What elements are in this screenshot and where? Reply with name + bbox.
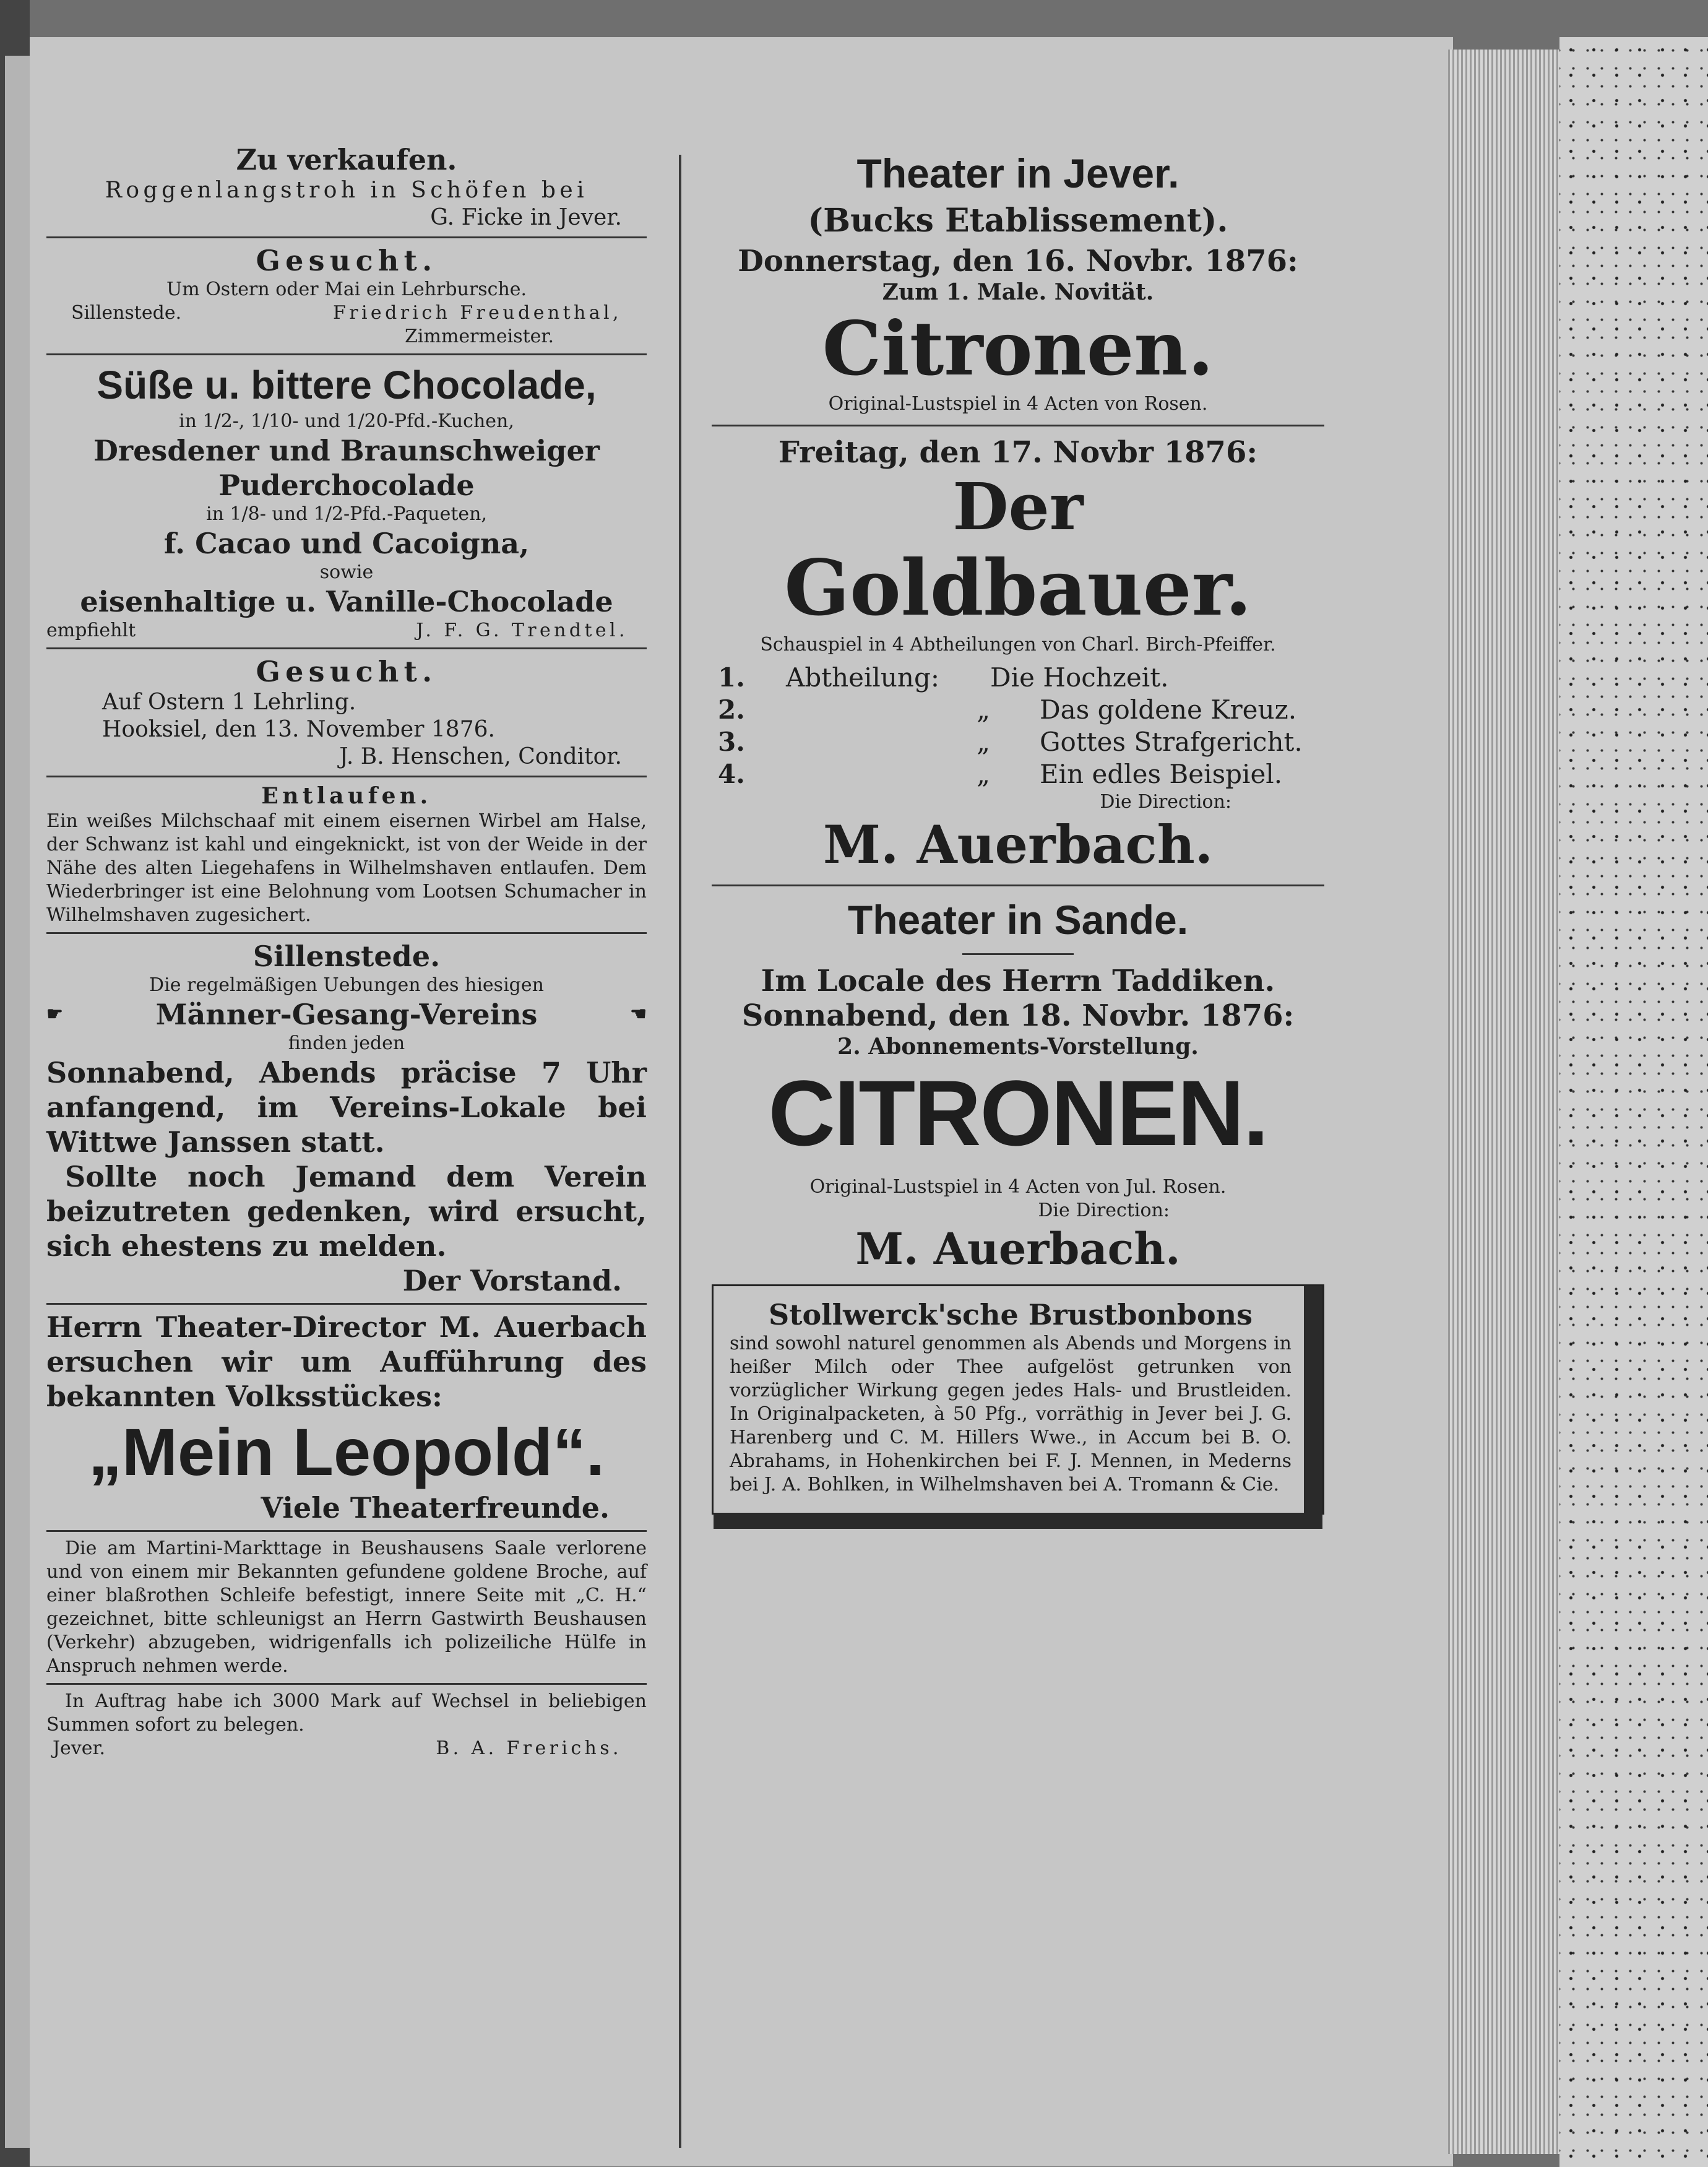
pointing-hand-right-icon: ☚ xyxy=(630,1003,647,1025)
ad-line: Hooksiel, den 13. November 1876. xyxy=(102,717,495,742)
ad-signer-role: Zimmermeister. xyxy=(404,326,554,347)
ad-line: Puderchocolade xyxy=(218,469,475,502)
theater-date: Sonnabend, den 18. Novbr. 1876: xyxy=(741,998,1295,1033)
ad-body: In Auftrag habe ich 3000 Mark auf Wechsel in beliebigen Summen sofort zu belegen. xyxy=(46,1690,647,1736)
ad-place: Sillenstede. xyxy=(71,302,182,324)
ad-title: Sillenstede. xyxy=(252,940,441,973)
ad-line: Dresdener und Braunschweiger xyxy=(93,434,600,467)
theater-venue: Im Locale des Herrn Taddiken. xyxy=(761,964,1275,998)
ad-signer: J. B. Henschen, Conditor. xyxy=(339,744,622,769)
ad-line: in 1/8- und 1/2-Pfd.-Paqueten, xyxy=(205,503,488,525)
act-row: 1. Abtheilung: Die Hochzeit. xyxy=(718,662,1169,693)
play-title: CITRONEN. xyxy=(768,1061,1268,1165)
director-name: M. Auerbach. xyxy=(822,814,1214,875)
ad-rule xyxy=(46,236,647,238)
direction-label: Die Direction: xyxy=(1038,1200,1170,1221)
director-name: M. Auerbach. xyxy=(855,1223,1181,1274)
ad-rule xyxy=(46,353,647,355)
ad-line: in 1/2-, 1/10- und 1/20-Pfd.-Kuchen, xyxy=(179,410,514,432)
ad-rule xyxy=(46,776,647,777)
theater-jever xyxy=(712,142,1324,416)
ad-title: Zu verkaufen. xyxy=(236,143,457,176)
ad-line: empfiehlt xyxy=(46,620,136,641)
act-list xyxy=(712,657,1324,790)
ad-line: Um Ostern oder Mai ein Lehrbursche. xyxy=(166,279,527,300)
ad-line: Die regelmäßigen Uebungen des hiesigen xyxy=(149,974,544,996)
ad-signer: Friedrich Freudenthal, xyxy=(332,302,622,324)
ad-title: Gesucht. xyxy=(256,244,438,277)
ad-mein-leopold xyxy=(46,1310,647,1525)
ad-place: Jever. xyxy=(53,1737,106,1759)
play-subtitle: Original-Lustspiel in 4 Acten von Jul. Rosen. xyxy=(809,1176,1227,1198)
ad-signer: Der Vorstand. xyxy=(402,1264,622,1297)
theater-goldbauer xyxy=(712,435,1324,876)
ad-wechsel xyxy=(46,1690,647,1760)
play-title: Goldbauer. xyxy=(784,543,1252,633)
book-spine xyxy=(0,0,30,2167)
ad-line: f. Cacao und Cacoigna, xyxy=(163,527,530,560)
ad-body: Ein weißes Milchschaaf mit einem eisernen Wirbel am Halse, der Schwanz ist kahl und eingeknickt, ist von der Weide in der Nähe des alten Liegehafens in Wilhelmshaven entlaufen. Dem Wiederbringer ist eine Belohnung vom Lootsen Schumacher in Wilhelmshaven zugesichert. xyxy=(46,810,647,926)
ad-line: eisenhaltige u. Vanille-Chocolade xyxy=(80,585,613,618)
box-border-right xyxy=(1304,1286,1322,1513)
ad-line: finden jeden xyxy=(288,1032,405,1054)
ad-rule xyxy=(712,425,1324,426)
ad-zu-verkaufen xyxy=(46,142,647,231)
act-row: 2. „ Das goldene Kreuz. xyxy=(718,694,1297,725)
play-title: Citronen. xyxy=(822,305,1214,392)
ad-rule xyxy=(712,885,1324,886)
ad-rule xyxy=(46,647,647,649)
theater-note: Zum 1. Male. Novität. xyxy=(882,279,1154,305)
right-column xyxy=(712,142,1324,1515)
ad-signer: Viele Theaterfreunde. xyxy=(261,1491,610,1525)
ad-title: Süße u. bittere Chocolade, xyxy=(97,363,597,407)
ad-body: sind sowohl naturel genommen als Abends und Morgens in heißer Milch oder Thee aufgelöst getrunken von vorzüglicher Wirkung gegen jedes Hals- und Brustleiden. In Originalpacketen, à 50 Pfg., vorräthig in Jever bei J. G. Harenberg und C. M. Hillers Wwe., in Accum bei B. O. Abrahams, in Hohenkirchen bei F. J. Mennen, in Mederns bei J. A. Bohlken, in Wilhelmshaven bei A. Tromann & Cie. xyxy=(730,1333,1292,1495)
theater-venue: (Bucks Etablissement). xyxy=(808,202,1228,240)
ad-rule xyxy=(46,1303,647,1305)
theater-title: Theater in Sande. xyxy=(847,897,1189,943)
box-border-bottom xyxy=(714,1513,1322,1529)
act-row: 3. „ Gottes Strafgericht. xyxy=(718,727,1303,757)
ad-line: Roggenlangstroh in Schöfen bei xyxy=(105,178,589,203)
ad-chocolade xyxy=(46,360,647,642)
act-row: 4. „ Ein edles Beispiel. xyxy=(718,759,1283,789)
ad-rule xyxy=(46,1530,647,1532)
ad-rule xyxy=(46,1683,647,1685)
ad-body: Herrn Theater-Director M. Auerbach ersuchen wir um Aufführung des bekannten Volksstückes: xyxy=(46,1310,647,1413)
pointing-hand-left-icon: ☛ xyxy=(46,1003,63,1025)
ad-brustbonbons xyxy=(712,1284,1324,1515)
short-rule xyxy=(962,953,1074,955)
ad-body: Sollte noch Jemand dem Verein beizutreten gedenken, wird ersucht, sich ehestens zu melden. xyxy=(46,1160,647,1263)
ad-body: Sonnabend, Abends präcise 7 Uhr anfangend, im Vereins-Lokale bei Wittwe Janssen statt. xyxy=(46,1056,647,1159)
play-title: Der xyxy=(952,469,1084,545)
ad-line: Männer-Gesang-Vereins xyxy=(155,998,538,1031)
theater-title: Theater in Jever. xyxy=(856,150,1180,196)
ad-broche xyxy=(46,1537,647,1678)
ad-signer: J. F. G. Trendtel. xyxy=(416,620,628,641)
play-subtitle: Schauspiel in 4 Abtheilungen von Charl. Birch-Pfeiffer. xyxy=(760,634,1276,655)
previous-page-edge xyxy=(5,56,30,2148)
ad-signer: G. Ficke in Jever. xyxy=(430,205,622,230)
ad-gesangverein xyxy=(46,939,647,1298)
ad-signer: B. A. Frerichs. xyxy=(436,1737,622,1759)
ad-gesucht-lehrling xyxy=(46,654,647,771)
theater-note: 2. Abonnements-Vorstellung. xyxy=(837,1034,1199,1060)
ad-line: Auf Ostern 1 Lehrling. xyxy=(102,690,356,715)
column-divider xyxy=(679,155,681,2148)
ad-play-title: „Mein Leopold“. xyxy=(88,1414,605,1489)
ad-title: Entlaufen. xyxy=(261,783,432,809)
theater-sande xyxy=(712,895,1324,1276)
ad-line: sowie xyxy=(319,561,374,583)
ad-gesucht-lehrbursche xyxy=(46,243,647,348)
direction-label: Die Direction: xyxy=(1100,791,1231,813)
ad-rule xyxy=(46,932,647,934)
ad-title: Gesucht. xyxy=(256,655,438,688)
ad-title: Stollwerck'sche Brustbonbons xyxy=(769,1298,1253,1331)
ad-body: Die am Martini-Markttage in Beushausens Saale verlorene und von einem mir Bekannten gefundene goldene Broche, auf einer blaßrothen Schleife befestigt, innere Seite mit „C. H.“ gezeichnet, bitte schleunigst an Herrn Gastwirth Beushausen (Verkehr) abzugeben, widrigenfalls ich polizeiliche Hülfe in Anspruch nehmen werde. xyxy=(46,1538,647,1677)
ad-entlaufen xyxy=(46,782,647,927)
book-cover-edge xyxy=(1559,37,1708,2167)
play-subtitle: Original-Lustspiel in 4 Acten von Rosen. xyxy=(828,393,1208,415)
theater-date: Donnerstag, den 16. Novbr. 1876: xyxy=(738,244,1298,279)
theater-date: Freitag, den 17. Novbr 1876: xyxy=(778,435,1258,470)
left-column xyxy=(46,142,647,1760)
